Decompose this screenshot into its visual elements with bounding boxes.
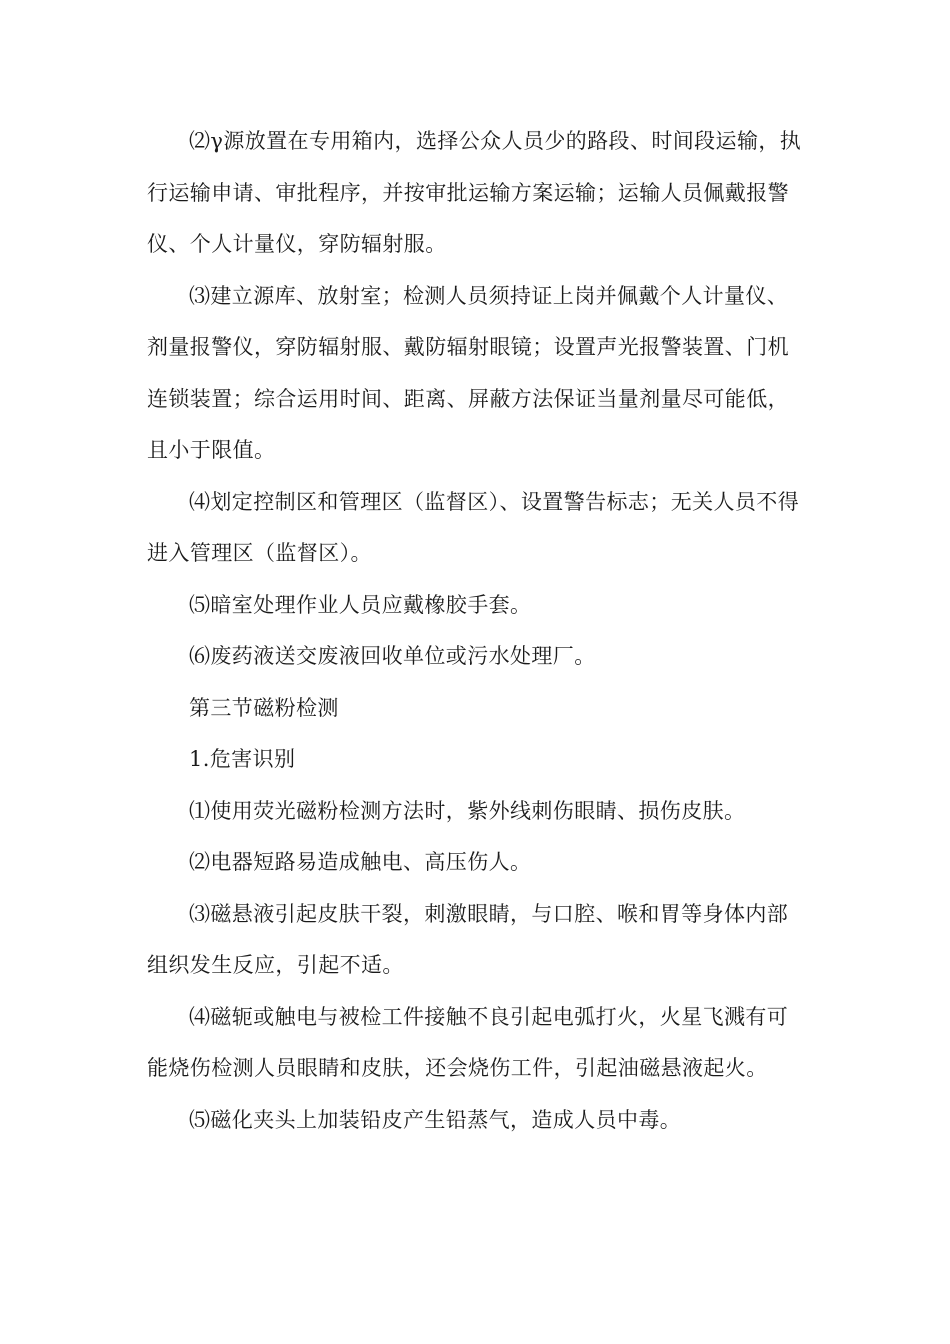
paragraph-hazard-suspension: ⑶磁悬液引起皮肤干裂，刺激眼睛，与口腔、喉和胃等身体内部组织发生反应，引起不适。 bbox=[147, 901, 789, 977]
document-body bbox=[147, 116, 807, 1146]
paragraph-source-storage: ⑶建立源库、放射室；检测人员须持证上岗并佩戴个人计量仪、剂量报警仪，穿防辐射服、戴防辐射眼镜；设置声光报警装置、门机连锁装置；综合运用时间、距离、屏蔽方法保证当量剂量尽可能低，且小于限值。 bbox=[147, 283, 789, 462]
paragraph-hazard-lead: ⑸磁化夹头上加装铅皮产生铅蒸气，造成人员中毒。 bbox=[189, 1107, 682, 1132]
paragraph-darkroom: ⑸暗室处理作业人员应戴橡胶手套。 bbox=[189, 592, 532, 617]
paragraph-hazard-arc: ⑷磁轭或触电与被检工件接触不良引起电弧打火，火星飞溅有可能烧伤检测人员眼睛和皮肤，还会烧伤工件，引起油磁悬液起火。 bbox=[147, 1004, 789, 1080]
paragraph-control-zone: ⑷划定控制区和管理区（监督区）、设置警告标志；无关人员不得进入管理区（监督区）。 bbox=[147, 489, 800, 565]
paragraph-hazard-uv: ⑴使用荧光磁粉检测方法时，紫外线刺伤眼睛、损伤皮肤。 bbox=[189, 798, 746, 823]
paragraph-gamma-source-transport: ⑵γ源放置在专用箱内，选择公众人员少的路段、时间段运输，执行运输申请、审批程序，并按审批运输方案运输；运输人员佩戴报警仪、个人计量仪，穿防辐射服。 bbox=[147, 129, 802, 256]
paragraph-waste-liquid: ⑹废药液送交废液回收单位或污水处理厂。 bbox=[189, 644, 596, 668]
subsection-heading: 1.危害识别 bbox=[189, 747, 296, 771]
paragraph-hazard-short-circuit: ⑵电器短路易造成触电、高压伤人。 bbox=[189, 850, 532, 874]
section-heading: 第三节磁粉检测 bbox=[189, 695, 339, 720]
